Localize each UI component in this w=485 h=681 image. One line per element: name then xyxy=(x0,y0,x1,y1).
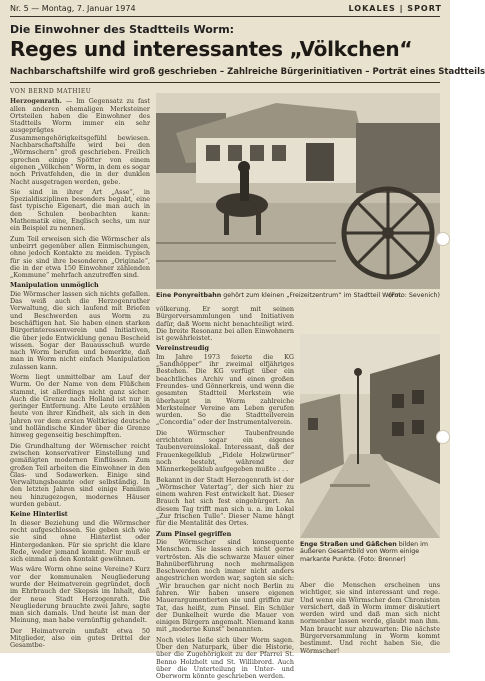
paragraph xyxy=(10,98,150,186)
page-header xyxy=(10,3,442,15)
caption-text: gehört zum kleinen „Freizeitzentrum“ im Stadtteil Worm. xyxy=(221,292,403,299)
issue-date: Nr. 5 — Montag, 7. Januar 1974 xyxy=(10,4,136,13)
paragraph: Die Wörmscher sind konsequente Menschen. Sie lassen sich nicht gerne vertrösten. Als die schwarze Mauer einer Bahnüberführung noch mehrmaligen Beschwerden noch immer nicht anders angestrichen worden war, sagten sie sich: „Wir brauchen gar nicht noch Berlin zu fahren. Wir haben unsere eigenen Mauerargumentierten sie und griffen zur Tat, das heißt, zum Pinsel. Ein Schüler der Dunkelheit wurde die Mauer von einigen Bürgern angemalt. Niemand kann mit „moderne Kunst“ benannten. xyxy=(156,537,294,634)
paragraph: Die Wörmscher lassen sich nichts gefallen. Das weiß auch die Herzogenrather Verwaltung, die sich laufend mit Briefen und Beschwerden aus Worm zu beschäftigen hat. Sie haben einen starken Bürgerinteressenverein und Initiativen, die über jede Entwicklung genau Bescheid wissen. Sogar der Bauausschuß wurde nach Worm berufen und bemerkte, daß man in Worm nicht einfach Manipulation zulassen kann. xyxy=(10,289,150,371)
paragraph: Zum Teil erweisen sich die Wörmscher als unbeirrt gegenüber allen Einmischungen, ohne jedoch Kontakte zu meiden. Typisch für sie sind ihre besonderen „Originale“, die in der etwa 150 Einwohner zählenden „Kommune“ mehrfach anzutreffen sind. xyxy=(10,234,150,280)
paragraph: Die Wörmscher Taubenfreunde errichteten sogar ein eigenes Taubenvereinslokal. Interessant, daß der Frauenkegelklub „Fidele Holzwürmer“ noch besteht, während der Männerkegelklub aufgegeben mußte . . . xyxy=(156,428,294,474)
caption-text: bilden im äußeren Gesamtbild von Worm einige markante Punkte. xyxy=(300,541,428,563)
paragraph: Bekannt in der Stadt Herzogenrath ist der „Wörmscher Vatertag“, der sich hier zu einem wahren Fest entwickelt hat. Dieser Brauch hat sich fest eingebürgert. An diesem Tag trifft man sich u. a. im Lokal „Zur frischen Tulle“. Dieser Name hängt für die Mentalität des Ortes. xyxy=(156,475,294,528)
caption-lead: Enge Straßen und Gäßchen xyxy=(300,541,397,548)
paragraph: Aber die Menschen erscheinen uns wichtiger, sie sind interessant und rege. Und wenn ein Wörmscher dem Chronisten versichert, daß in Worm immer diskutiert werden wird und daß man sich nicht normenbar lassen werde, glaubt man ihm. Man braucht nur abzuwarten: Die nächste Bürgerversammlung in Worm kommt bestimmt. Und recht haben Sie, die Wörmscher! xyxy=(300,581,440,655)
headline-rule xyxy=(10,82,440,83)
article-kicker: Die Einwohner des Stadtteils Worm: xyxy=(10,23,235,36)
paragraph: Der Heimatverein umfaßt etwa 50 Mitglieder, also ein gutes Drittel der Gesamtbe- xyxy=(10,626,150,650)
paragraph-text: — Im Gegensatz zu fast allen anderen ehemaligen Merksteiner Ortsteilen haben die Einwohner des Stadtteils Worm immer ein sehr ausgeprägtes Zusammengehörigkeitsgefühl bewiesen. Nachbarschaftshilfe wird bei den „Wörmschern“ groß geschrieben. Freilich sprechen einige Spötter von einem eigenen „Völkchen“ Worm, in dem es sogar noch Privatfehden, die in der dunklen Nacht ausgetragen werden, gebe. xyxy=(10,97,150,186)
section-heading: Vereinstreudig xyxy=(156,344,209,353)
street-scene-image xyxy=(300,334,440,538)
pony-scene-image xyxy=(156,93,440,289)
section-label: LOKALES | SPORT xyxy=(348,4,442,13)
paragraph: Die Grundhaltung der Wörmscher reicht zwischen konservativer Einstellung und gemäßigten modernen Einflüssen. Zum großen Teil arbeiten die Einwohner in den Glas- und Sodawerken. Einige sind Verwaltungsbeamte oder selbständig. In den letzten Jahren sind einige Familien neu hinzugezogen, modernes Häuser wurden gebaut. xyxy=(10,441,150,509)
caption-lead: Eine Ponyreitbahn xyxy=(156,292,222,299)
paragraph: Was wäre Worm ohne seine Vereine? Kurz vor der kommunalen Neugliederung wurde der Heimatverein gegründet, doch im Ehrbrauch der Skepsis im Inhalt, daß der neue Stadt Herzogenrath. Die Neugliederung brauchte zwei Jahre, sagte man sich damals. Und heute ist man der Meinung, man habe vernünftig gehandelt. xyxy=(10,565,150,625)
dateline: Herzogenrath. xyxy=(10,97,62,106)
paragraph: Sie sind in ihrer Art „Asse“, in Spezialdisziplinen besonders begabt, eine fast typische Eigenart, die man auch in den Schulen beobachten kann: Mathematik eine, Englisch sechs, um nur ein Beispiel zu nennen. xyxy=(10,187,150,233)
punch-hole xyxy=(436,430,450,444)
paragraph: Noch vieles ließe sich über Worm sagen. Über den Naturpark, über die Historie, über die Zugehörigkeit zu der Pfarrei St. Benno Holzhelt und St. Willibrord. Auch über die Unterteilung in Unter- und Oberworm könnte geschrieben werden. xyxy=(156,635,294,681)
paragraph: völkerung. Er sorgt mit seinen Bürgerversammlungen und Initiativen dafür, daß Worm nicht benachteiligt wird. Die breite Resonanz bei allen Einwohnern ist gewährleistet. xyxy=(156,305,294,343)
article-headline: Reges und interessantes „Völkchen“ xyxy=(10,37,413,61)
paragraph: Im Jahre 1973 feierte die KG „Sandhöpper“ ihr zweimal elfjähriges Bestehen. Die KG verfügt über ein beachtliches Archiv und einen großen Freundes- und Gönnerkreis, und wenn die gesamten Stadtteil Merkstein wie überhaupt in Worm zahlreiche Merksteiner Vereine am Leben gerufen wurden. So die Stadtteilverein „Concordia“ oder der Instrumentalverein. xyxy=(156,352,294,427)
paragraph: In dieser Beziehung und die Wörmscher recht aufgeschlossen. Sie geben sich wie sie sind ohne Hinterlist oder Hintergedanken. Für sie spricht die klare Rede, weder jemand kommt. Nur muß er sich einmal an den Kontakt gewöhnen. xyxy=(10,518,150,564)
pony-photo xyxy=(156,93,440,289)
punch-hole xyxy=(436,232,450,246)
photo-credit: (Foto: Brenner) xyxy=(358,555,406,563)
header-rule xyxy=(10,16,440,17)
pony-photo-caption xyxy=(156,292,440,302)
section-heading: Keine Hinterlist xyxy=(10,510,68,519)
article-column-3 xyxy=(300,581,440,655)
byline: VON BERND MATHIEU xyxy=(10,88,92,95)
article-column-1 xyxy=(10,88,150,648)
photo-credit: (Foto: Sevenich) xyxy=(388,292,440,299)
street-photo xyxy=(300,334,440,538)
article-column-2 xyxy=(156,305,294,681)
paragraph: Worm liegt unmittelbar am Lauf der Wurm. Oo der Name von dem Flüßchen stammt, ist allerdings nicht ganz sicher. Auch die Grenze nach Holland ist nur in geringer Entfernung. Alte Leute erzählen heute von ihrer Kindheit, als sich in den Jahren vor dem ersten Weltkrieg deutsche und holländische Kinder über die Grenze hinweg gegenseitig beschimpften. xyxy=(10,372,150,440)
section-heading: Manipulation unmöglich xyxy=(10,281,99,290)
street-photo-caption xyxy=(300,541,440,581)
section-heading: Zum Pinsel gegriffen xyxy=(156,529,232,538)
article-subhead: Nachbarschaftshilfe wird groß geschrieben – Zahlreiche Bürgerinitiativen – Porträt eines Stadtteils xyxy=(10,67,485,77)
